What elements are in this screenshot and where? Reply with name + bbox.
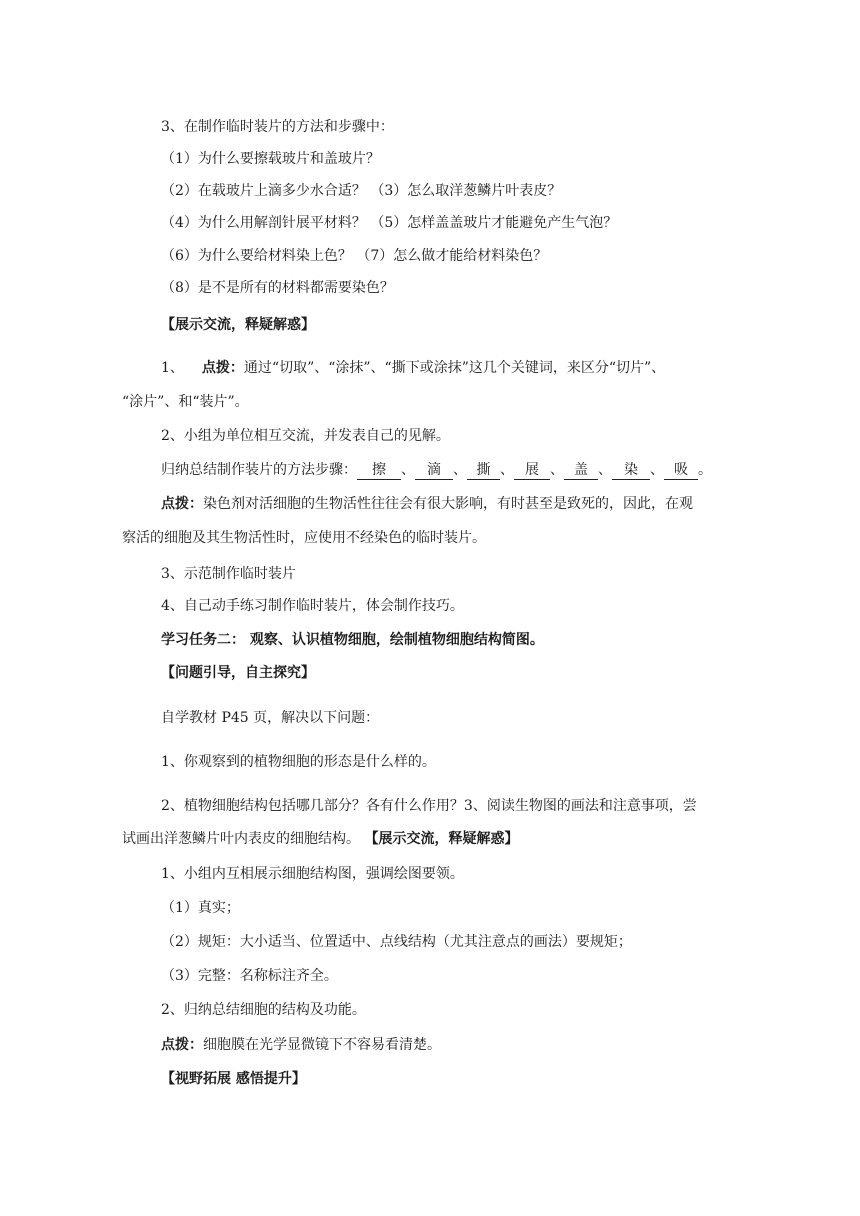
step-blank: 吸 <box>664 462 698 480</box>
hint-text: 细胞膜在光学显微镜下不容易看清楚。 <box>203 1037 441 1053</box>
question-8: （8）是不是所有的材料都需要染色？ <box>161 280 394 296</box>
hint-paragraph <box>161 494 693 514</box>
exchange-point-3: 3、示范制作临时装片 <box>161 566 296 582</box>
hint-label: 点拨： <box>161 1037 203 1053</box>
hint-paragraph-2 <box>161 1035 441 1055</box>
exchange-point-1 <box>161 358 665 378</box>
heading-exchange: 【展示交流，释疑解惑】 <box>161 317 315 333</box>
step-blank: 滴 <box>415 462 453 480</box>
step-blank: 擦 <box>357 462 401 480</box>
inquiry-question-2-cont: 试画出洋葱鳞片叶内表皮的细胞结构。 【展示交流，释疑解惑】 <box>122 831 519 847</box>
exchange-point-2: 2、小组为单位相互交流，并发表自己的见解。 <box>161 428 450 444</box>
heading-inquiry: 【问题引导，自主探究】 <box>161 665 315 681</box>
hint-text: 染色剂对活细胞的生物活性往往会有很大影响，有时甚至是致死的，因此，在观 <box>203 496 693 512</box>
hint-label: 点拨： <box>201 360 244 376</box>
exchange2-point-2: 2、归纳总结细胞的结构及功能。 <box>161 1002 366 1018</box>
exchange-point-1-cont: “涂片”、和“装片”。 <box>122 394 249 410</box>
section-intro: 3、在制作临时装片的方法和步骤中： <box>161 119 394 135</box>
task-2-heading: 学习任务二： 观察、认识植物细胞，绘制植物细胞结构简图。 <box>161 632 544 648</box>
hint-text: 通过“切取”、“涂抹”、“撕下或涂抹”这几个关键词，来区分“切片”、 <box>243 360 666 376</box>
drawing-rule-1: （1）真实； <box>161 900 240 916</box>
question-1: （1）为什么要擦载玻片和盖玻片？ <box>161 151 380 167</box>
steps-prefix: 归纳总结制作装片的方法步骤： <box>161 462 357 478</box>
heading-expand: 【视野拓展 感悟提升】 <box>161 1071 306 1087</box>
inquiry-question-2: 2、植物细胞结构包括哪几部分？各有什么作用？3、阅读生物图的画法和注意事项，尝 <box>161 798 697 814</box>
hint-paragraph-cont: 察活的细胞及其生物活性时，应使用不经染色的临时装片。 <box>122 530 486 546</box>
step-blank: 盖 <box>564 462 598 480</box>
steps-line: 归纳总结制作装片的方法步骤： 擦 、 滴 、 撕 、 展 、 盖 、 染 、 吸 。 <box>161 462 712 478</box>
step-blank: 撕 <box>467 462 500 480</box>
hint-label: 点拨： <box>161 496 203 512</box>
point-number: 1、 <box>161 360 184 376</box>
step-blank: 展 <box>514 462 550 480</box>
drawing-rule-2: （2）规矩：大小适当、位置适中、点线结构（尤其注意点的画法）要规矩； <box>161 934 632 950</box>
inquiry-question-1: 1、你观察到的植物细胞的形态是什么样的。 <box>161 754 436 770</box>
question-4-5: （4）为什么用解剖针展平材料？ （5）怎样盖盖玻片才能避免产生气泡？ <box>161 215 618 231</box>
drawing-rule-3: （3）完整：名称标注齐全。 <box>161 968 338 984</box>
step-blank: 染 <box>612 462 650 480</box>
question-6-7: （6）为什么要给材料染上色？ （7）怎么做才能给材料染色？ <box>161 248 548 264</box>
exchange2-point-1: 1、小组内互相展示细胞结构图，强调绘图要领。 <box>161 866 464 882</box>
inquiry-intro: 自学教材 P45 页，解决以下问题： <box>161 710 380 726</box>
question-2-3: （2）在载玻片上滴多少水合适？ （3）怎么取洋葱鳞片叶表皮？ <box>161 183 562 199</box>
exchange-point-4: 4、自己动手练习制作临时装片，体会制作技巧。 <box>161 598 464 614</box>
heading-exchange-inline: 【展示交流，释疑解惑】 <box>364 831 519 847</box>
